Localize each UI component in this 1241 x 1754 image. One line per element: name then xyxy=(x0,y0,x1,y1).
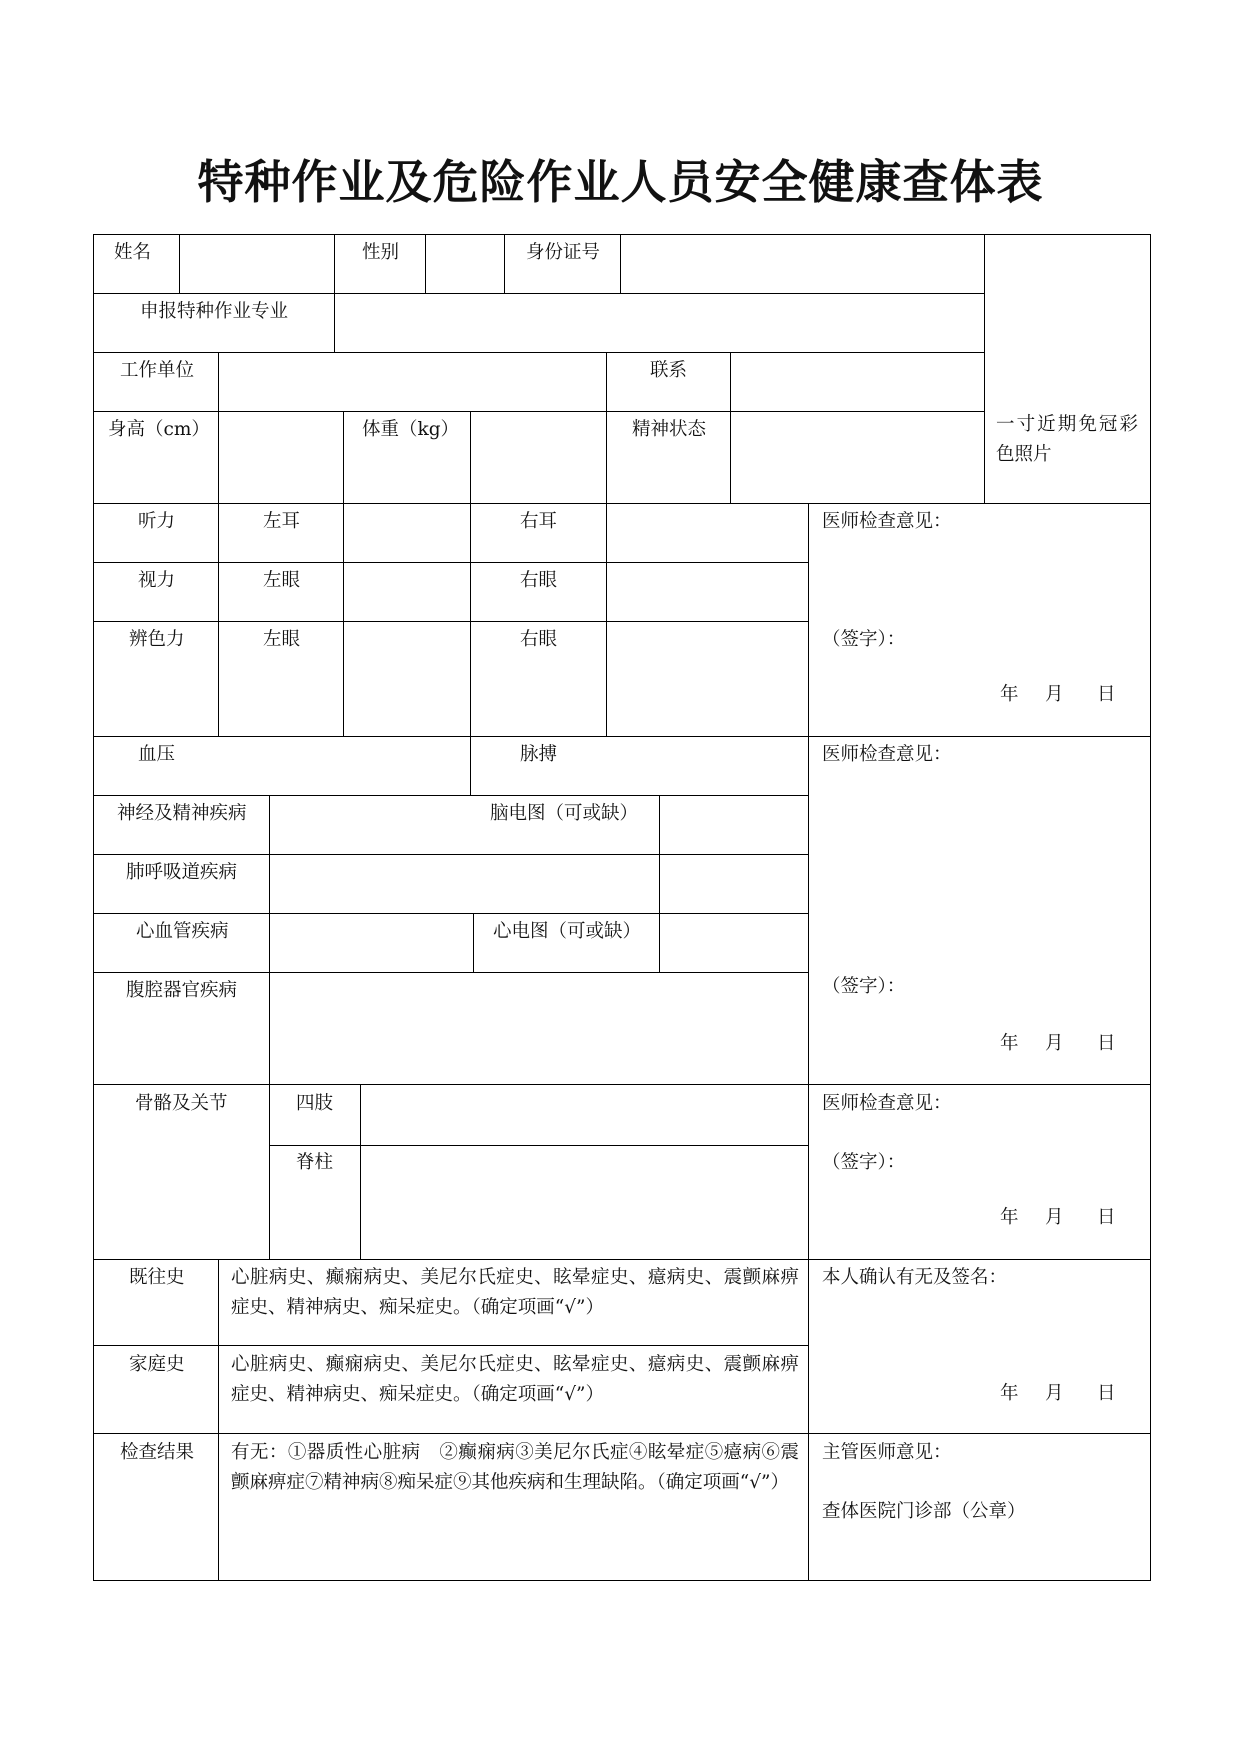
specialty-label: 申报特种作业专业 xyxy=(140,301,289,322)
row-divider xyxy=(93,1345,808,1346)
right-ear-field[interactable] xyxy=(608,505,807,561)
eeg-field[interactable] xyxy=(661,797,807,853)
height-label: 身高（cm） xyxy=(108,419,210,440)
height-field[interactable] xyxy=(220,413,342,502)
table-border-right xyxy=(1150,234,1151,1581)
form-title: 特种作业及危险作业人员安全健康查体表 xyxy=(197,155,1044,209)
mental-state-field[interactable] xyxy=(732,413,983,502)
respiratory-extra-field[interactable] xyxy=(661,856,807,912)
pulse-field[interactable] xyxy=(608,738,807,794)
work-unit-label: 工作单位 xyxy=(120,360,195,381)
id-number-field[interactable] xyxy=(622,236,983,292)
doctor-sign-2[interactable]: （签字）： xyxy=(822,976,906,997)
month-label: 月 xyxy=(1045,1383,1064,1404)
id-number-label: 身份证号 xyxy=(526,242,601,263)
respiratory-label: 肺呼吸道疾病 xyxy=(126,862,238,883)
neuro-field[interactable] xyxy=(271,797,469,853)
vision-right-eye-label: 右眼 xyxy=(520,570,558,591)
color-left-field[interactable] xyxy=(345,623,469,735)
family-history-text[interactable]: 心脏病史、癫痫病史、美尼尔氏症史、眩晕症史、癔病史、震颤麻痹症史、精神病史、痴呆症史。（确定项画“√”） xyxy=(231,1354,799,1405)
abdominal-field[interactable] xyxy=(271,974,807,1083)
respiratory-field[interactable] xyxy=(271,856,658,912)
left-ear-field[interactable] xyxy=(345,505,469,561)
neuro-label: 神经及精神疾病 xyxy=(117,803,247,824)
color-left-eye-label: 左眼 xyxy=(263,629,301,650)
ecg-label: 心电图（可或缺） xyxy=(493,921,642,942)
hospital-stamp-label: 查体医院门诊部（公章） xyxy=(822,1501,1026,1522)
color-vision-label: 辨色力 xyxy=(129,629,185,650)
col-divider xyxy=(473,913,474,972)
past-history-text[interactable]: 心脏病史、癫痫病史、美尼尔氏症史、眩晕症史、癔病史、震颤麻痹症史、精神病史、痴呆症史。（确定项画“√”） xyxy=(231,1267,799,1318)
bones-label: 骨骼及关节 xyxy=(135,1093,228,1114)
month-label: 月 xyxy=(1045,1207,1064,1228)
weight-label: 体重（kg） xyxy=(362,419,460,440)
hearing-label: 听力 xyxy=(138,511,176,532)
mental-state-label: 精神状态 xyxy=(632,419,707,440)
year-label: 年 xyxy=(1000,1383,1019,1404)
self-confirm-label[interactable]: 本人确认有无及签名： xyxy=(822,1267,1008,1288)
doctor-sign-1[interactable]: （签字）： xyxy=(822,629,906,650)
specialty-field[interactable] xyxy=(336,295,983,351)
name-field[interactable] xyxy=(181,236,333,292)
row-divider xyxy=(93,1259,1151,1260)
col-divider xyxy=(808,503,809,1581)
color-right-field[interactable] xyxy=(608,623,807,735)
row-divider xyxy=(93,1433,1151,1434)
family-history-label: 家庭史 xyxy=(129,1354,185,1375)
limbs-label: 四肢 xyxy=(296,1093,334,1114)
past-history-label: 既往史 xyxy=(129,1267,185,1288)
day-label: 日 xyxy=(1097,1383,1116,1404)
doctor-opinion-2: 医师检查意见： xyxy=(822,744,952,765)
doctor-opinion-3: 医师检查意见： xyxy=(822,1093,952,1114)
contact-field[interactable] xyxy=(732,354,983,410)
exam-result-label: 检查结果 xyxy=(120,1442,195,1463)
doctor-sign-3[interactable]: （签字）： xyxy=(822,1152,906,1173)
month-label: 月 xyxy=(1045,1033,1064,1054)
day-label: 日 xyxy=(1097,684,1116,705)
left-ear-label: 左耳 xyxy=(263,511,301,532)
ecg-field[interactable] xyxy=(661,915,807,971)
col-divider xyxy=(984,234,985,504)
contact-label: 联系 xyxy=(650,360,688,381)
color-right-eye-label: 右眼 xyxy=(520,629,558,650)
eeg-label: 脑电图（可或缺） xyxy=(490,803,639,824)
doctor-opinion-1: 医师检查意见： xyxy=(822,511,952,532)
day-label: 日 xyxy=(1097,1207,1116,1228)
year-label: 年 xyxy=(1000,684,1019,705)
vision-left-field[interactable] xyxy=(345,564,469,620)
col-divider xyxy=(504,234,505,293)
month-label: 月 xyxy=(1045,684,1064,705)
day-label: 日 xyxy=(1097,1033,1116,1054)
year-label: 年 xyxy=(1000,1207,1019,1228)
exam-result-text[interactable]: 有无：①器质性心脏病 ②癫痫病③美尼尔氏症④眩晕症⑤癔病⑥震颤麻痹症⑦精神病⑧痴呆症⑨其他疾病和生理缺陷。（确定项画“√”） xyxy=(231,1442,799,1493)
table-border-bottom xyxy=(93,1580,1151,1581)
col-divider xyxy=(218,1259,219,1581)
cardio-field[interactable] xyxy=(271,915,472,971)
spine-field[interactable] xyxy=(362,1147,807,1258)
vision-right-field[interactable] xyxy=(608,564,807,620)
blood-pressure-field[interactable] xyxy=(220,738,469,794)
photo-placeholder: 一寸近期免冠彩色照片 xyxy=(996,414,1138,465)
year-label: 年 xyxy=(1000,1033,1019,1054)
table-border-left xyxy=(93,234,94,1581)
name-label: 姓名 xyxy=(114,242,152,263)
limbs-field[interactable] xyxy=(362,1086,807,1144)
col-divider xyxy=(269,1084,270,1260)
work-unit-field[interactable] xyxy=(220,354,605,410)
weight-field[interactable] xyxy=(472,413,605,502)
col-divider xyxy=(343,411,344,504)
spine-label: 脊柱 xyxy=(296,1152,334,1173)
abdominal-label: 腹腔器官疾病 xyxy=(126,980,238,1001)
gender-field[interactable] xyxy=(427,236,503,292)
cardio-label: 心血管疾病 xyxy=(136,921,229,942)
chief-opinion-label: 主管医师意见： xyxy=(822,1442,952,1463)
vision-label: 视力 xyxy=(138,570,176,591)
gender-label: 性别 xyxy=(362,242,400,263)
vision-left-eye-label: 左眼 xyxy=(263,570,301,591)
right-ear-label: 右耳 xyxy=(520,511,558,532)
pulse-label: 脉搏 xyxy=(520,744,558,765)
blood-pressure-label: 血压 xyxy=(138,744,176,765)
